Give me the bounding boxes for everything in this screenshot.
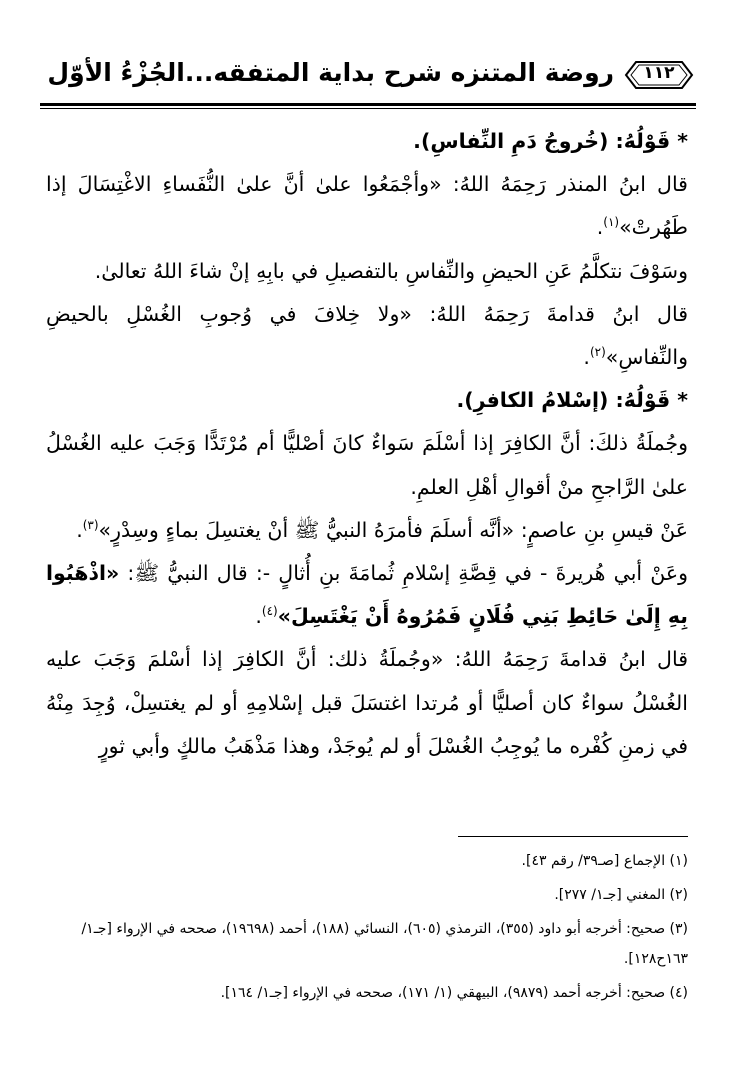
paragraph-text: وسَوْفَ نتكلَّمُ عَنِ الحيضِ والنِّفاسِ بالتفصيلِ في بابِهِ إنْ شاءَ اللهُ تعالىٰ. — [94, 258, 688, 283]
page-number-badge — [624, 60, 694, 90]
heading-paragraph — [46, 120, 688, 163]
header-rule-thin — [40, 108, 696, 109]
footnote-separator — [458, 836, 688, 837]
paragraph — [46, 638, 688, 768]
paragraph-text: وجُملَةُ ذلكَ: أنَّ الكافِرَ إذا أسْلَمَ سَواءٌ كانَ أصْليًّا أم مُرْتَدًّا وَجَبَ عليه الغُسْلُ علىٰ الرَّاجحِ منْ أقوالِ أهْلِ العلمِ. — [46, 431, 688, 499]
paragraph-text: وعَنْ أبي هُريرةَ - في قِصَّةِ إسْلامِ ثُمامَةَ بنِ أُثالٍ -: قال النبيُّ ﷺ: — [119, 561, 688, 586]
paragraph — [46, 422, 688, 508]
paragraph — [46, 293, 688, 379]
paragraph-text: قال ابنُ قدامةَ رَحِمَهُ اللهُ: «ولا خِلافَ في وُجوبِ الغُسْلِ بالحيضِ والنِّفاسِ» — [46, 301, 688, 370]
paragraph-tail: . — [76, 517, 83, 542]
footnote: (٤) صحيح: أخرجه أحمد (٩٨٧٩)، البيهقي (١/ ١٧١)، صححه في الإرواء [جـ١/ ١٦٤]. — [220, 985, 688, 1001]
paragraph-text: * قَوْلُهُ: (خُروجُ دَمِ النِّفاسِ). — [413, 129, 688, 153]
footnote-ref[interactable]: (٣) — [82, 518, 99, 532]
paragraph-tail: . — [255, 604, 262, 629]
paragraph — [46, 250, 688, 293]
paragraph-text: * قَوْلُهُ: (إسْلامُ الكافرِ). — [456, 388, 688, 413]
paragraph — [46, 509, 688, 552]
paragraph — [46, 552, 688, 638]
heading-paragraph — [46, 379, 688, 422]
paragraph-tail: . — [596, 215, 604, 240]
header-rule — [40, 103, 696, 106]
footnote-ref[interactable]: (١) — [603, 215, 620, 230]
paragraph-text: عَنْ قيسِ بنِ عاصمٍ: «أنَّه أسلَمَ فأمرَهُ النبيُّ ﷺ أنْ يغتسِلَ بماءٍ وسِدْرٍ» — [98, 517, 688, 542]
paragraph-tail: . — [583, 345, 590, 370]
footnotes — [40, 846, 688, 1012]
main-text — [46, 120, 688, 768]
footnote: (٣) صحيح: أخرجه أبو داود (٣٥٥)، الترمذي (٦٠٥)، النسائي (١٨٨)، أحمد (١٩٦٩٨)، صححه في الإرواء [جـ١/ ١٦٣ح١٢٨]. — [81, 921, 688, 967]
page-number: ١١٢ — [643, 63, 675, 83]
book-title: روضة المتنزه شرح بداية المتفقه...الجُزْءُ الأوّل — [47, 58, 614, 87]
paragraph — [46, 163, 688, 249]
paragraph-text: قال ابنُ قدامةَ رَحِمَهُ اللهُ: «وجُملَةُ ذلك: أنَّ الكافِرَ إذا أسْلمَ وَجَبَ عليه الغُسْلُ سواءٌ كان أصليًّا أو مُرتدا اغتسَلَ قبل إسْلامِهِ أو لم يغتسِلْ، وُجِدَ مِنْهُ في زمنِ كُفْره ما يُوجِبُ الغُسْلَ أو لم يُوجَدْ، وهذا مَذْهَبُ مالكٍ وأبي ثورٍ — [46, 647, 688, 758]
footnote: (٢) المغني [جـ١/ ٢٧٧]. — [554, 887, 688, 903]
footnote-ref[interactable]: (٤) — [261, 604, 278, 619]
hadith-quote: «اذْهَبُوا بِهِ إِلَىٰ حَائِطِ بَنِي فُلَانٍ فَمُرُوهُ أَنْ يَغْتَسِلَ» — [46, 561, 688, 629]
footnote: (١) الإجماع [صـ٣٩/ رقم ٤٣]. — [521, 853, 688, 869]
paragraph-text: قال ابنُ المنذر رَحِمَهُ اللهُ: «وأجْمَعُوا علىٰ أنَّ علىٰ النُّفَساءِ الاغْتِسَالَ إذا طَهُرتْ» — [46, 172, 688, 240]
page-header — [40, 52, 696, 104]
footnote-ref[interactable]: (٢) — [589, 345, 606, 360]
